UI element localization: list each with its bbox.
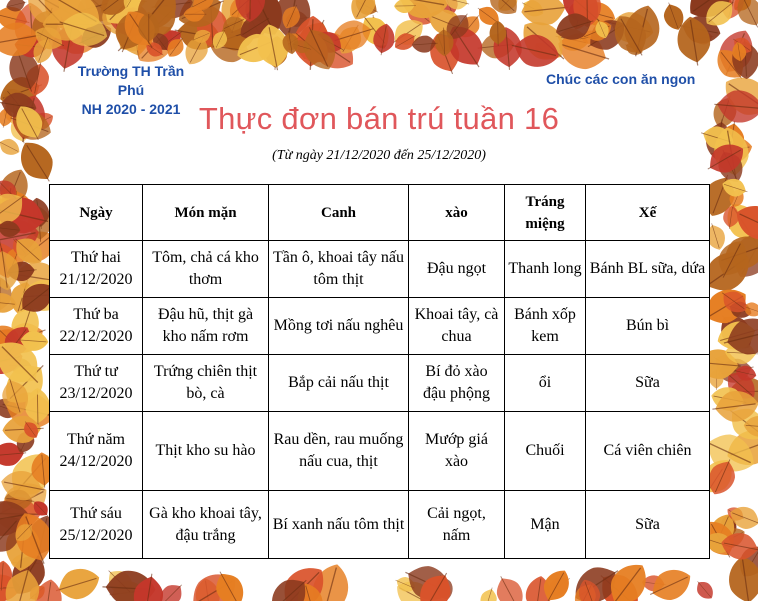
dessert-cell: ổi <box>505 355 586 412</box>
header-soup: Canh <box>269 185 409 241</box>
soup-cell: Rau dền, rau muống nấu cua, thịt <box>269 412 409 491</box>
school-year: NH 2020 - 2021 <box>81 101 181 117</box>
day-cell <box>50 298 143 355</box>
dessert-cell: Mận <box>505 491 586 559</box>
stir-fry-cell: Bí đỏ xào đậu phộng <box>409 355 505 412</box>
day-cell <box>50 491 143 559</box>
dessert-cell: Bánh xốp kem <box>505 298 586 355</box>
snack-cell: Cá viên chiên <box>586 412 710 491</box>
header-main-dish: Món mặn <box>143 185 269 241</box>
soup-cell: Tần ô, khoai tây nấu tôm thịt <box>269 241 409 298</box>
main-dish-cell: Trứng chiên thịt bò, cà <box>143 355 269 412</box>
table-row <box>50 491 710 559</box>
soup-cell: Mồng tơi nấu nghêu <box>269 298 409 355</box>
page-title: Thực đơn bán trú tuần 16 <box>198 101 560 136</box>
header-stir-fry: xào <box>409 185 505 241</box>
school-name: Trường TH Trần Phú <box>77 63 185 98</box>
day-date: 22/12/2020 <box>59 328 133 345</box>
day-date: 24/12/2020 <box>59 453 133 470</box>
day-date: 21/12/2020 <box>59 271 133 288</box>
table-row <box>50 298 710 355</box>
day-date: 23/12/2020 <box>59 385 133 402</box>
header-snack: Xế <box>586 185 710 241</box>
day-cell <box>50 241 143 298</box>
day-date: 25/12/2020 <box>59 526 133 544</box>
stir-fry-cell: Mướp giá xào <box>409 412 505 491</box>
day-name: Thứ hai <box>71 249 121 266</box>
soup-cell: Bí xanh nấu tôm thịt <box>269 491 409 559</box>
stir-fry-cell: Cải ngọt, nấm <box>409 491 505 559</box>
snack-cell: Sữa <box>586 355 710 412</box>
day-name: Thứ tư <box>74 363 118 380</box>
main-dish-cell: Đậu hũ, thịt gà kho nấm rơm <box>143 298 269 355</box>
leaf-decoration <box>692 577 717 601</box>
table-row <box>50 412 710 491</box>
wish-text: Chúc các con ăn ngon <box>546 71 696 87</box>
snack-cell: Bún bì <box>586 298 710 355</box>
snack-cell: Sữa <box>586 491 710 559</box>
header-dessert: Tráng miệng <box>505 185 586 241</box>
table-row <box>50 241 710 298</box>
main-dish-cell: Thịt kho su hào <box>143 412 269 491</box>
day-name: Thứ sáu <box>70 504 122 522</box>
day-name: Thứ ba <box>73 306 119 323</box>
main-dish-cell: Tôm, chả cá kho thơm <box>143 241 269 298</box>
leaf-decoration <box>477 585 499 601</box>
stir-fry-cell: Đậu ngọt <box>409 241 505 298</box>
day-name: Thứ năm <box>67 431 125 448</box>
menu-table <box>49 184 710 559</box>
table-header-row <box>50 185 710 241</box>
dessert-cell: Chuối <box>505 412 586 491</box>
table-row <box>50 355 710 412</box>
dessert-cell: Thanh long <box>505 241 586 298</box>
day-cell <box>50 412 143 491</box>
date-range: (Từ ngày 21/12/2020 đến 25/12/2020) <box>272 148 486 163</box>
snack-cell: Bánh BL sữa, dứa <box>586 241 710 298</box>
soup-cell: Bắp cải nấu thịt <box>269 355 409 412</box>
day-cell <box>50 355 143 412</box>
stir-fry-cell: Khoai tây, cà chua <box>409 298 505 355</box>
header-day: Ngày <box>50 185 143 241</box>
main-dish-cell: Gà kho khoai tây, đậu trắng <box>143 491 269 559</box>
